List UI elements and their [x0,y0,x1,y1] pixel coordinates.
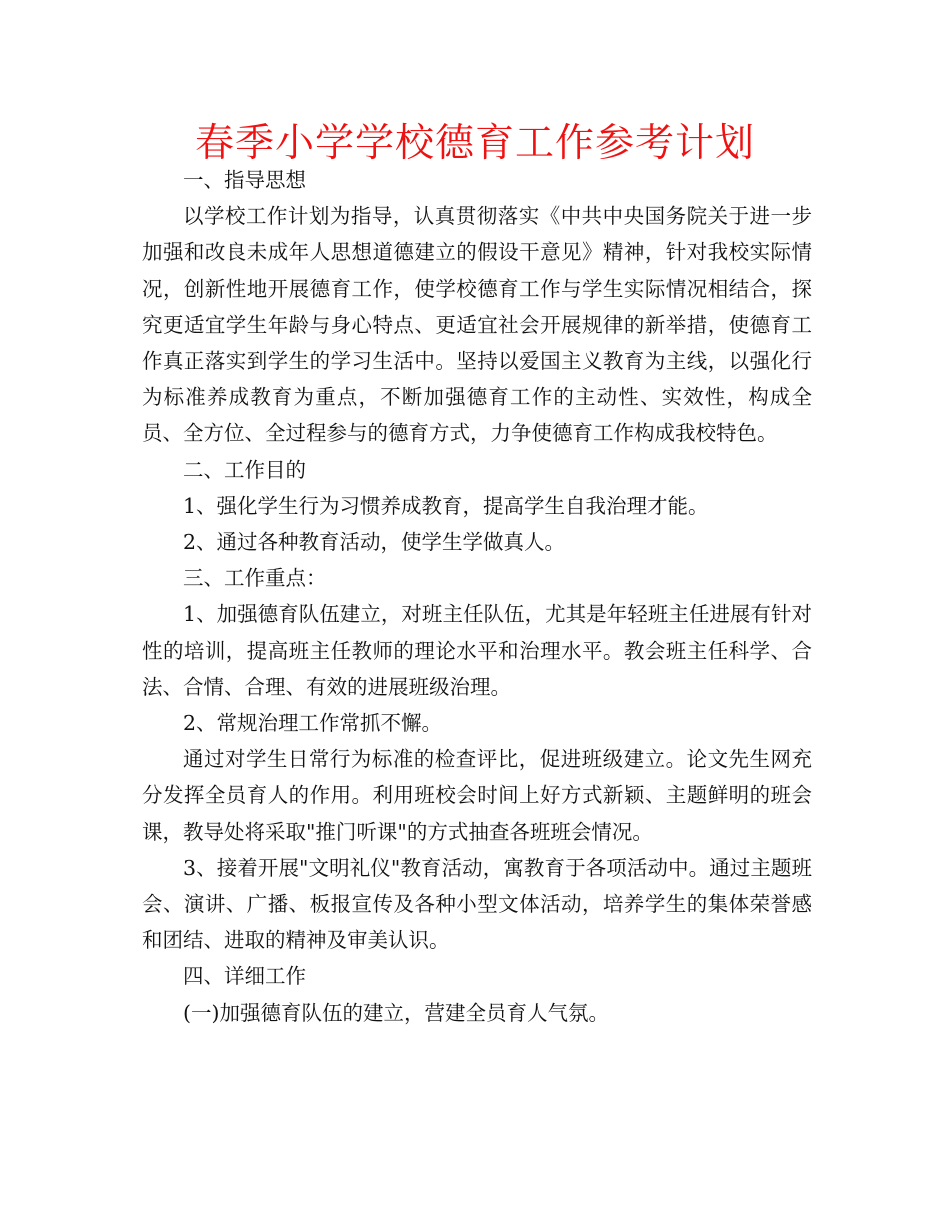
heading-specific-work: 四、详细工作 [183,964,306,989]
specific-work-item-1: (一)加强德育队伍的建立，营建全员育人气氛。 [183,1000,609,1025]
focus-item-1: 1、加强德育队伍建立，对班主任队伍，尤其是年轻班主任进展有针对性的培训，提高班主任教师的理论水平和治理水平。教会班主任科学、合法、合情、合理、有效的进展班级治理。 [142,602,812,699]
focus-item-3: 3、接着开展"文明礼仪"教育活动，寓教育于各项活动中。通过主题班会、演讲、广播、板报宣传及各种小型文体活动，培养学生的集体荣誉感和团结、进取的精神及审美认识。 [142,855,812,953]
goal-item-1: 1、强化学生行为习惯养成教育，提高学生自我治理才能。 [183,493,709,518]
heading-guiding-ideology: 一、指导思想 [183,168,306,192]
goal-item-2: 2、通过各种教育活动，使学生学做真人。 [183,530,566,555]
focus-item-2-detail: 通过对学生日常行为标准的检查评比，促进班级建立。论文先生网充分发挥全员育人的作用。利用班校会时间上好方式新颖、主题鲜明的班会课，教导处将采取"推门听课"的方式抽查各班班会情况。 [142,747,812,844]
heading-work-focus: 三、工作重点： [183,566,327,591]
paragraph-guiding-ideology: 以学校工作计划为指导，认真贯彻落实《中共中央国务院关于进一步加强和改良未成年人思想道德建立的假设干意见》精神，针对我校实际情况，创新性地开展德育工作，使学校德育工作与学生实际情况相结合，探究更适宜学生年龄与身心特点、更适宜社会开展规律的新举措，使德育工作真正落实到学生的学习生活中。坚持以爱国主义教育为主线，以强化行为标准养成教育为重点，不断加强德育工作的主动性、实效性，构成全员、全方位、全过程参与的德育方式，力争使德育工作构成我校特色。 [142,204,812,446]
focus-item-2: 2、常规治理工作常抓不懈。 [183,711,443,736]
heading-work-goals: 二、工作目的 [183,457,306,482]
document-body [142,162,812,1031]
document-title: 春季小学学校德育工作参考计划 [194,121,755,166]
